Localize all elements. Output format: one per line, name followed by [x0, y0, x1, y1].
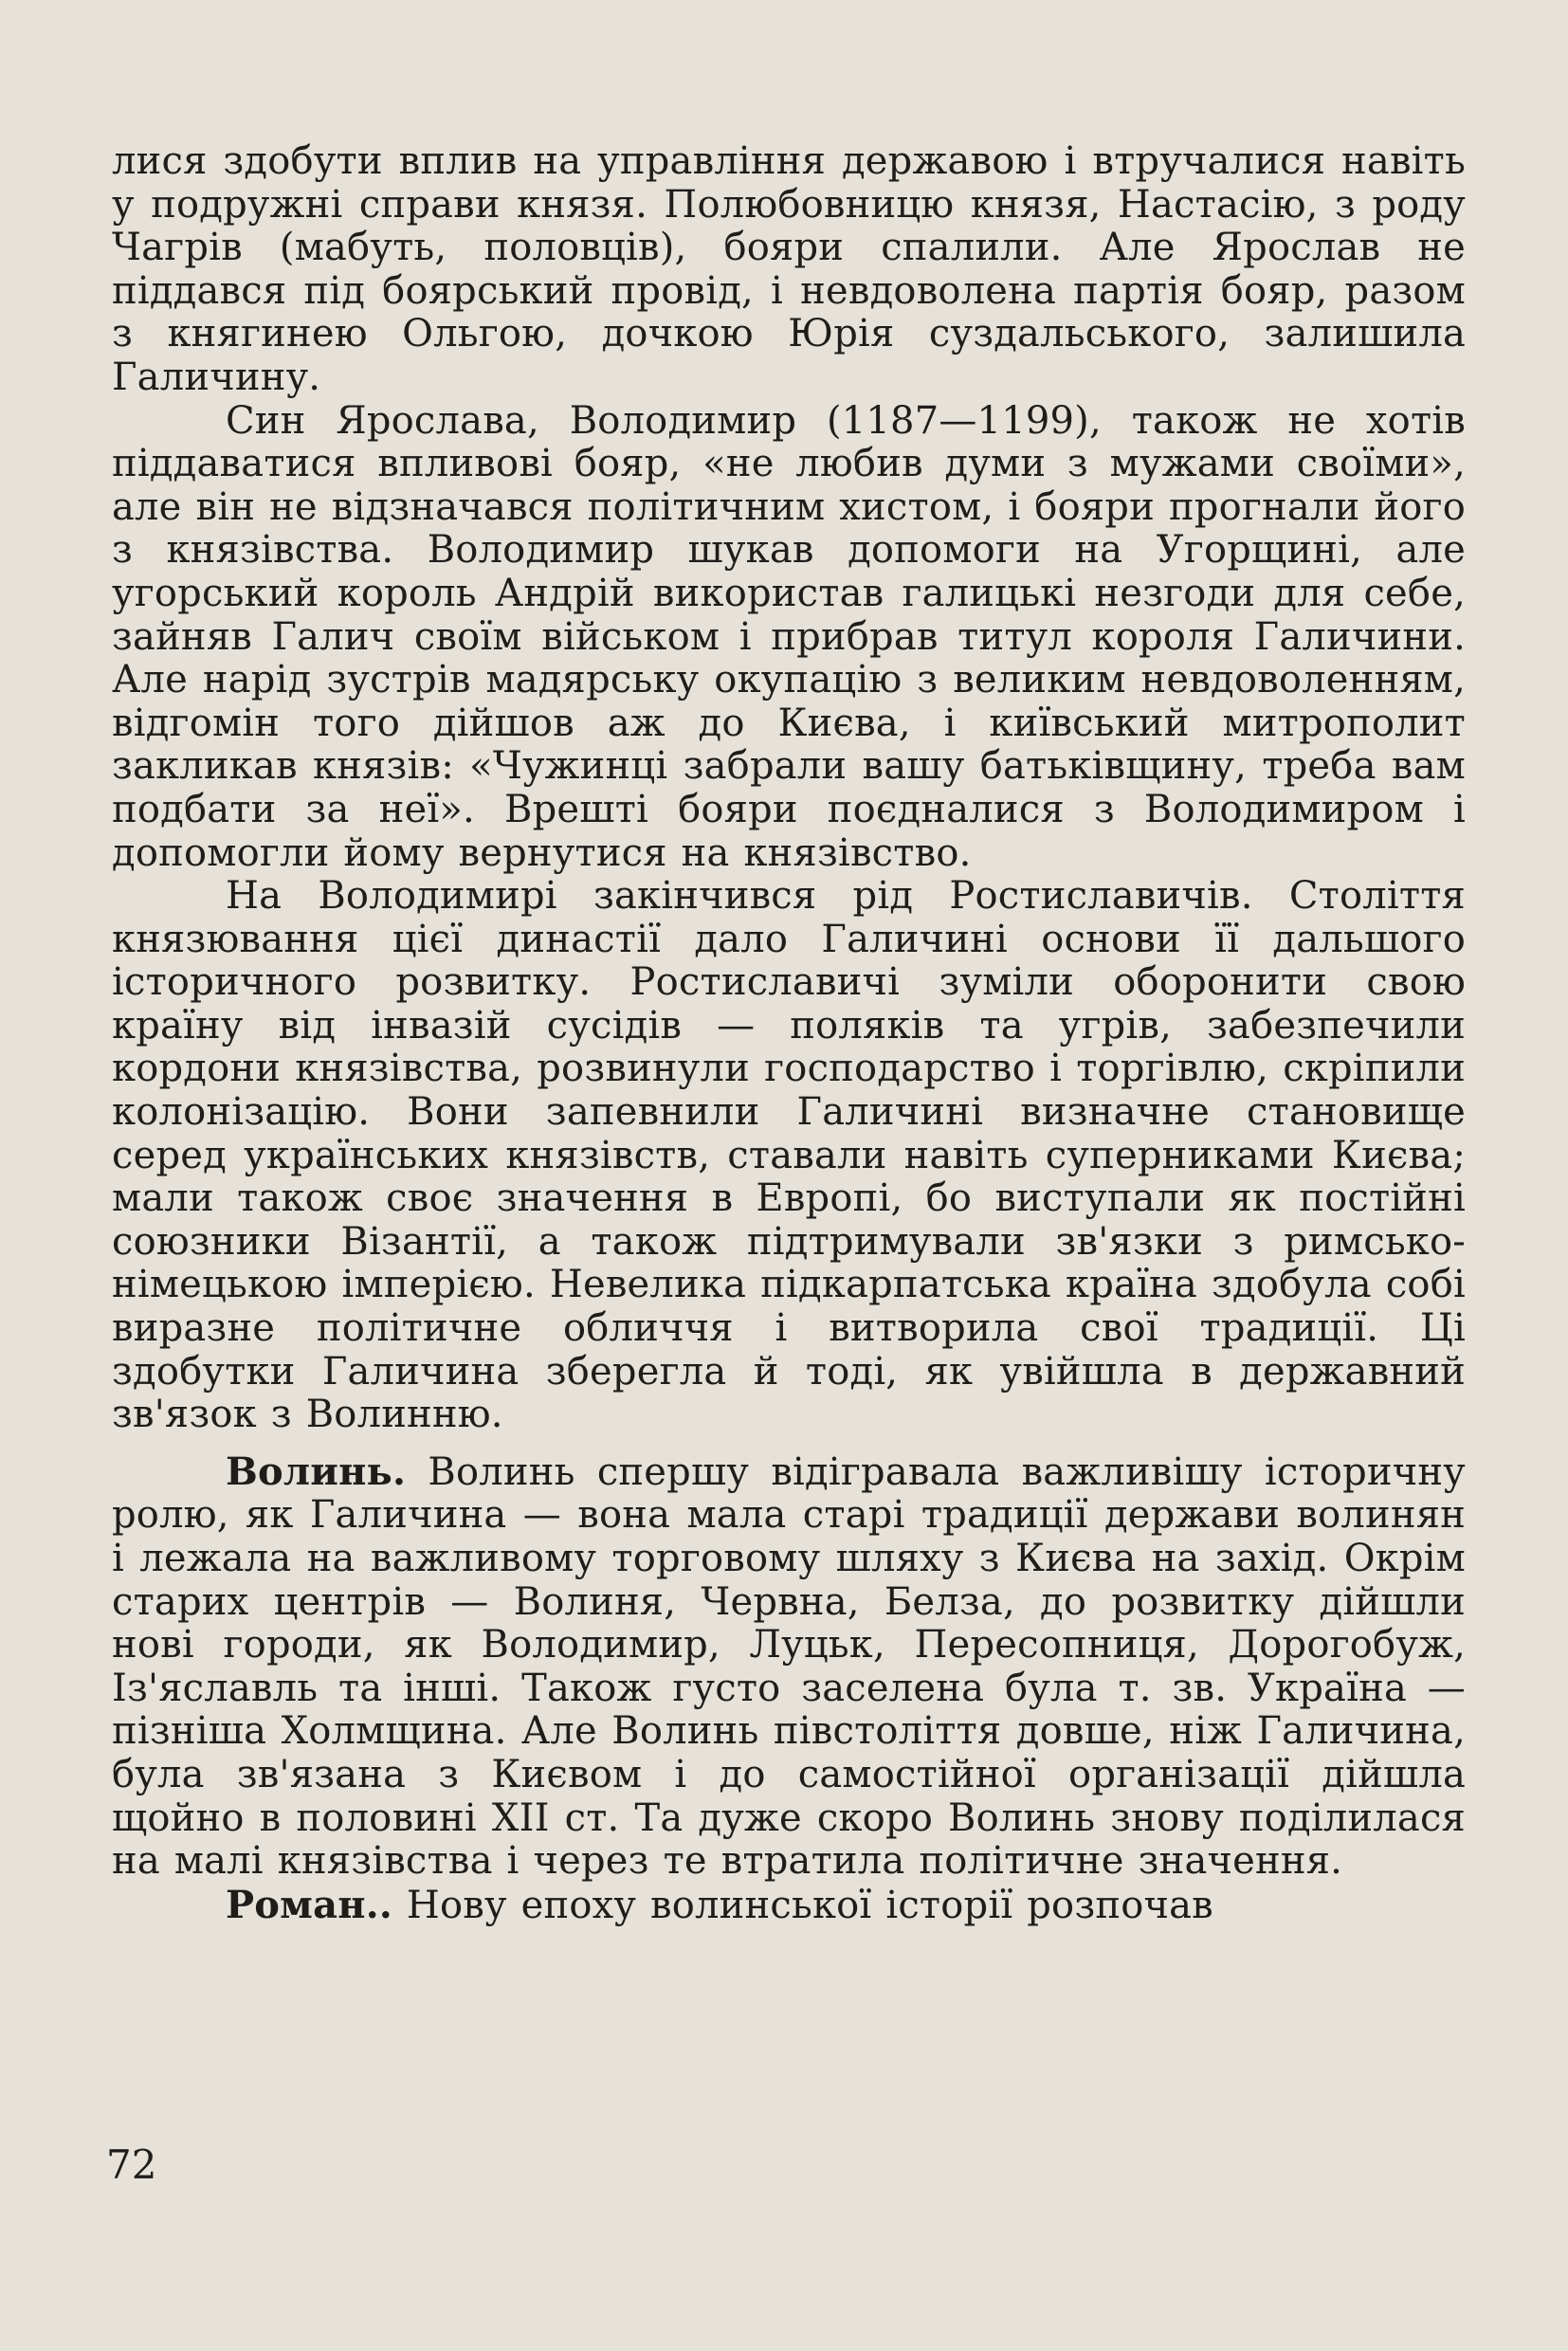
paragraph-3 — [112, 875, 1466, 1437]
section-heading-roman: Роман.. — [226, 1882, 392, 1927]
section-heading-volyn: Волинь. — [226, 1449, 407, 1494]
body-text — [112, 140, 1466, 1927]
paragraph-2 — [112, 400, 1466, 876]
paragraph-1-text: лися здобути вплив на управління державою і втручалися навіть у подружні справи князя. Полюбовницю князя, Настасію, з роду Чагрів (мабуть, половців), бояри спалили. Але Ярослав не піддався під боярський провід, і невдоволена партія бояр, разом з княгинею Ольгою, дочкою Юрія суздальського, залишила Галичину. — [112, 139, 1466, 399]
paragraph-3-text: На Володимирі закінчився рід Ростиславичів. Століття князювання цієї династії дало Галичині основи її дальшого історичного розвитку. Ростиславичі зуміли оборонити свою країну від інвазій сусідів — поляків та угрів, забезпечили кордони князівства, розвинули господарство і торгівлю, скріпили колонізацію. Вони запевнили Галичині визначне становище серед українських князівств, ставали навіть суперниками Києва; мали також своє значення в Европі, бо виступали як постійні союзники Візантії, а також підтримували зв'язки з римсько-німецькою імперією. Невелика підкарпатська країна здобула собі виразне політичне обличчя і витворила свої традиції. Ці здобутки Галичина зберегла й тоді, як увійшла в державний зв'язок з Волинню. — [112, 874, 1466, 1437]
paragraph-2-text: Син Ярослава, Володимир (1187—1199), також не хотів піддаватися впливові бояр, «не любив думи з мужами своїми», але він не відзначався політичним хистом, і бояри прогнали його з князівства. Володимир шукав допомоги на Угорщині, але угорський король Андрій використав галицькі незгоди для себе, зайняв Галич своїм військом і прибрав титул короля Галичини. Але нарід зустрів мадярську окупацію з великим невдоволенням, відгомін того дійшов аж до Києва, і київський митрополит закликав князів: «Чужинці забрали вашу батьківщину, треба вам подбати за неї». Врешті бояри поєдналися з Володимиром і допомогли йому вернутися на князівство. — [112, 398, 1466, 875]
page-number: 72 — [106, 2141, 157, 2188]
paragraph-roman — [112, 1884, 1466, 1928]
paragraph-volyn-text: Волинь спершу відігравала важливішу історичну ролю, як Галичина — вона мала старі традиції держави волинян і лежала на важливому торговому шляху з Києва на захід. Окрім старих центрів — Волиня, Червна, Белза, до розвитку дійшли нові городи, як Володимир, Луцьк, Пересопниця, Дорогобуж, Із'яславль та інші. Також густо заселена була т. зв. Україна — пізніша Холмщина. Але Волинь півстоліття довше, ніж Галичина, була зв'язана з Києвом і до самостійної організації дійшла щойно в половині XII ст. Та дуже скоро Волинь знову поділилася на малі князівства і через те втратила політичне значення. — [112, 1449, 1466, 1884]
paragraph-roman-text: Нову епоху волинської історії розпочав — [406, 1883, 1213, 1927]
paragraph-volyn — [112, 1450, 1466, 1884]
paragraph-1 — [112, 140, 1466, 400]
